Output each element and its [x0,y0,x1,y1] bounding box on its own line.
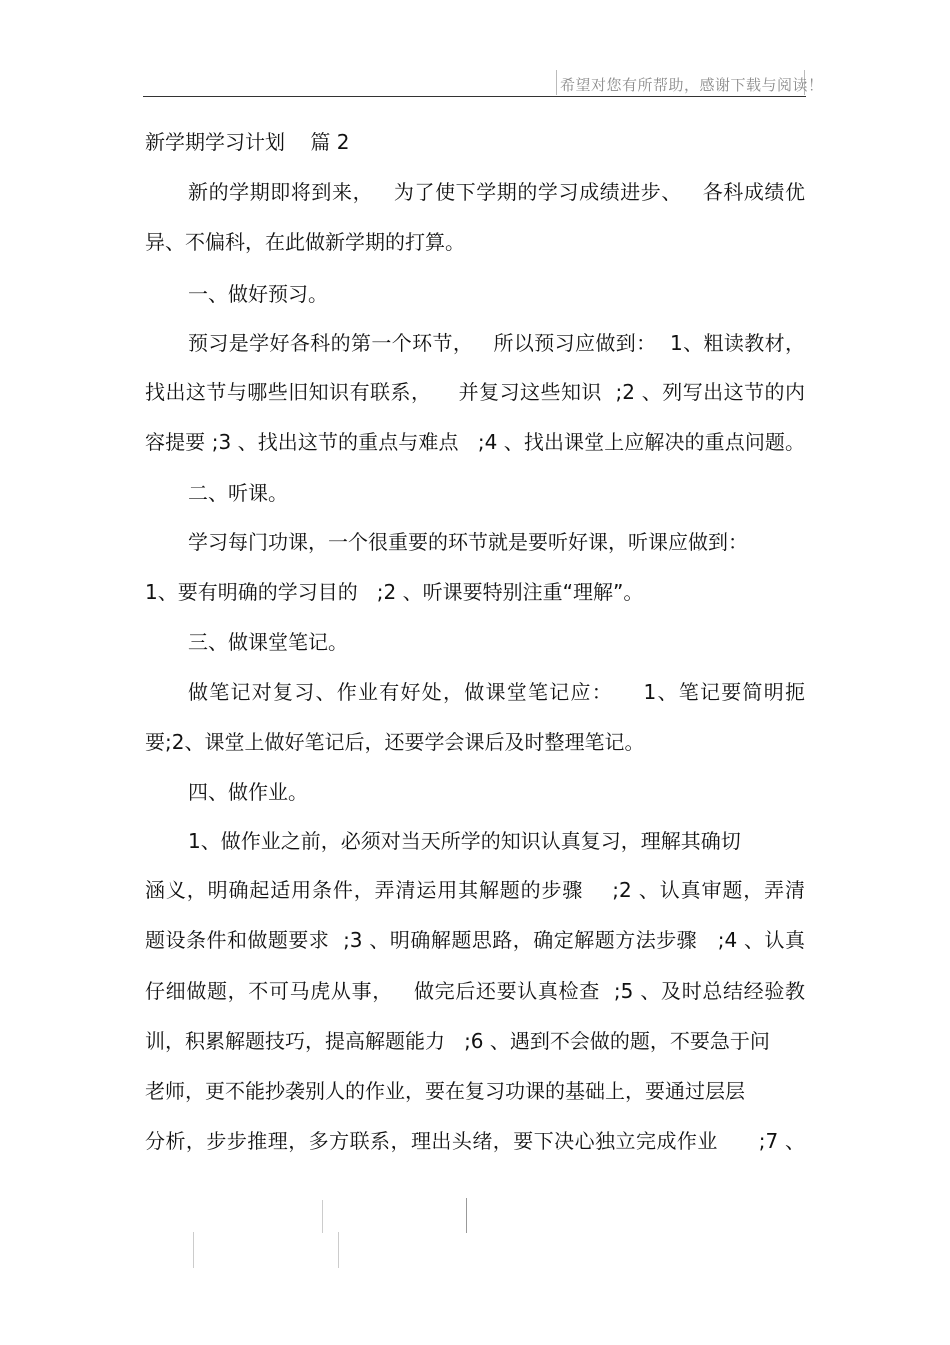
paragraph-line: 预习是学好各科的第一个环节， 所以预习应做到： 1、粗读教材， [188,331,805,355]
paragraph-line: 涵义，明确起适用条件，弄清运用其解题的步骤 ;2 、认真审题，弄清 [145,878,805,902]
paragraph-line: 题设条件和做题要求 ;3 、明确解题思路，确定解题方法步骤 ;4 、认真 [145,928,805,952]
section-heading: 一、做好预习。 [188,282,328,306]
margin-mark [466,1198,467,1233]
paragraph-line: 要;2、课堂上做好笔记后，还要学会课后及时整理笔记。 [145,730,645,754]
paragraph-line: 找出这节与哪些旧知识有联系， 并复习这些知识 ;2 、列写出这节的内 [145,380,805,404]
paragraph-line: 分析，步步推理，多方联系，理出头绪，要下决心独立完成作业 ;7 、 [145,1129,805,1153]
margin-mark [338,1232,339,1268]
margin-mark [322,1200,323,1233]
paragraph-line: 1、要有明确的学习目的 ;2 、听课要特别注重“理解”。 [145,580,644,604]
margin-mark [193,1232,194,1268]
section-heading: 四、做作业。 [188,780,308,804]
paragraph-line: 容提要 ;3 、找出这节的重点与难点 ;4 、找出课堂上应解决的重点问题。 [145,430,805,454]
paragraph-line: 仔细做题，不可马虎从事， 做完后还要认真检查 ;5 、及时总结经验教 [145,979,805,1003]
section-heading: 三、做课堂笔记。 [188,630,348,654]
paragraph-line: 训，积累解题技巧，提高解题能力 ;6 、遇到不会做的题，不要急于问 [145,1029,770,1053]
paragraph-line: 做笔记对复习、作业有好处，做课堂笔记应： 1、笔记要简明扼 [188,680,805,704]
paragraph-line: 学习每门功课，一个很重要的环节就是要听好课，听课应做到： [188,530,748,554]
paragraph-line: 新的学期即将到来， 为了使下学期的学习成绩进步、 各科成绩优 [188,180,805,204]
header-note: 希望对您有所帮助，感谢下载与阅读！ [560,76,824,94]
section-heading: 二、听课。 [188,481,288,505]
paragraph-line: 异、不偏科，在此做新学期的打算。 [145,230,465,254]
paragraph-line: 老师，更不能抄袭别人的作业，要在复习功课的基础上，要通过层层 [145,1079,745,1103]
doc-title: 新学期学习计划 篇 2 [145,130,350,154]
paragraph-line: 1、做作业之前，必须对当天所学的知识认真复习，理解其确切 [188,829,741,853]
header-rule [143,96,806,97]
